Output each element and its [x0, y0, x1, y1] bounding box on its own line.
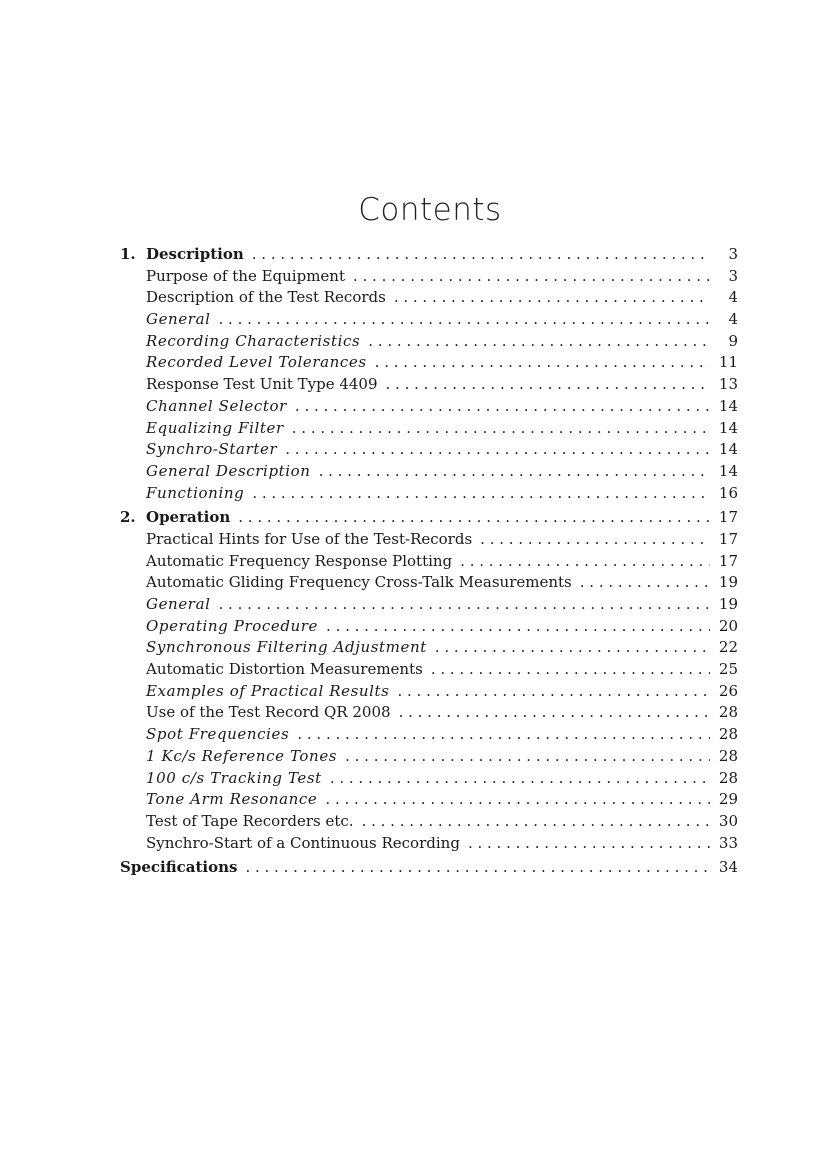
page-number: 26	[718, 681, 738, 700]
dot-leader	[297, 724, 710, 746]
page-number: 17	[718, 529, 738, 548]
entry-title: General Description	[146, 461, 311, 480]
entry-title: Recording Characteristics	[146, 331, 361, 350]
page-number: 25	[718, 660, 738, 679]
dot-leader	[468, 833, 710, 855]
entry-title: Operating Procedure	[146, 616, 319, 635]
section-heading-specifications[interactable]	[120, 857, 738, 879]
dot-leader	[319, 461, 710, 483]
page-number: 22	[718, 638, 738, 657]
dot-leader	[345, 746, 710, 768]
toc-entry[interactable]	[120, 811, 738, 833]
entry-title: Purpose of the Equipment	[146, 266, 345, 285]
dot-leader	[245, 857, 710, 879]
toc-entry[interactable]	[120, 418, 738, 440]
toc-entry[interactable]	[120, 637, 738, 659]
dot-leader	[580, 572, 710, 594]
page-title: Contents	[358, 192, 502, 228]
page-number: 30	[718, 811, 738, 830]
page-number: 19	[718, 595, 738, 613]
dot-leader	[368, 331, 710, 353]
toc-entry[interactable]	[120, 396, 738, 418]
entry-title: Test of Tape Recorders etc.	[146, 811, 354, 830]
toc-entry[interactable]	[120, 833, 738, 855]
page-number: 17	[718, 551, 738, 570]
dot-leader	[325, 789, 710, 811]
toc-entry[interactable]	[120, 266, 738, 288]
toc-entry[interactable]	[120, 461, 738, 483]
toc-entry[interactable]	[120, 594, 738, 616]
toc-entry[interactable]	[120, 483, 738, 505]
table-of-contents	[120, 244, 738, 879]
dot-leader	[252, 483, 710, 505]
page-number: 14	[718, 440, 738, 459]
entry-title: Automatic Frequency Response Plotting	[146, 551, 453, 570]
toc-entry[interactable]	[120, 659, 738, 681]
section-number: 2.	[120, 508, 136, 527]
page-number: 11	[718, 353, 738, 372]
entry-title: Functioning	[146, 483, 245, 502]
page-number: 4	[728, 288, 738, 307]
toc-entry[interactable]	[120, 551, 738, 573]
dot-leader	[326, 616, 710, 638]
section-number: 1.	[120, 245, 136, 263]
page-number: 17	[718, 508, 738, 527]
page-number: 16	[718, 483, 738, 502]
entry-title: Automatic Distortion Measurements	[146, 660, 423, 679]
section-heading[interactable]	[120, 244, 738, 266]
entry-title: Synchro-Starter	[146, 440, 278, 459]
dot-leader	[252, 244, 710, 266]
entry-title: Synchro-Start of a Continuous Recording	[146, 833, 460, 852]
entry-title: General	[146, 595, 211, 613]
toc-entry[interactable]	[120, 529, 738, 551]
dot-leader	[480, 529, 710, 551]
toc-entry[interactable]	[120, 374, 738, 396]
dot-leader	[375, 352, 710, 374]
dot-leader	[394, 287, 710, 309]
page-number: 3	[728, 245, 738, 263]
toc-entry[interactable]	[120, 724, 738, 746]
page-number: 28	[718, 746, 738, 765]
entry-title: Spot Frequencies	[146, 725, 290, 744]
page-number: 3	[728, 266, 738, 285]
dot-leader	[295, 396, 710, 418]
toc-entry[interactable]	[120, 789, 738, 811]
page-number: 20	[718, 616, 738, 635]
entry-title: 1 Kc/s Reference Tones	[146, 746, 338, 765]
dot-leader	[219, 309, 710, 331]
entry-title: Response Test Unit Type 4409	[146, 375, 378, 394]
dot-leader	[435, 637, 710, 659]
dot-leader	[362, 811, 710, 833]
entry-title: Tone Arm Resonance	[146, 790, 318, 809]
toc-entry[interactable]	[120, 702, 738, 724]
page-number: 13	[718, 375, 738, 394]
toc-entry[interactable]	[120, 746, 738, 768]
toc-entry[interactable]	[120, 331, 738, 353]
page-number: 28	[718, 768, 738, 787]
section-heading[interactable]	[120, 507, 738, 529]
entry-title: Operation	[146, 508, 231, 527]
toc-entry[interactable]	[120, 309, 738, 331]
page-number: 28	[718, 725, 738, 744]
entry-title: Channel Selector	[146, 396, 287, 415]
dot-leader	[285, 439, 710, 461]
dot-leader	[238, 507, 710, 529]
page-number: 4	[728, 310, 738, 329]
toc-entry[interactable]	[120, 616, 738, 638]
page-number: 14	[718, 418, 738, 437]
page-number: 9	[728, 331, 738, 350]
entry-title: Practical Hints for Use of the Test-Records	[146, 529, 473, 548]
dot-leader	[397, 681, 710, 703]
toc-entry[interactable]	[120, 287, 738, 309]
dot-leader	[292, 418, 710, 440]
toc-entry[interactable]	[120, 439, 738, 461]
toc-entry[interactable]	[120, 572, 738, 594]
entry-title: Examples of Practical Results	[146, 681, 390, 700]
toc-entry[interactable]	[120, 768, 738, 790]
entry-title: Specifications	[120, 858, 238, 877]
page-number: 19	[718, 573, 738, 592]
entry-title: Equalizing Filter	[146, 418, 284, 437]
entry-title: General	[146, 310, 211, 329]
dot-leader	[399, 702, 710, 724]
page-number: 14	[718, 396, 738, 415]
dot-leader	[353, 266, 710, 288]
page-number: 28	[718, 703, 738, 722]
entry-title: 100 c/s Tracking Test	[146, 768, 322, 787]
page-number: 33	[718, 833, 738, 852]
toc-entry[interactable]	[120, 352, 738, 374]
entry-title: Synchronous Filtering Adjustment	[146, 638, 427, 657]
page-number: 14	[718, 461, 738, 480]
page-number: 29	[718, 790, 738, 809]
dot-leader	[330, 768, 710, 790]
entry-title: Description of the Test Records	[146, 288, 386, 307]
toc-entry[interactable]	[120, 681, 738, 703]
entry-title: Automatic Gliding Frequency Cross-Talk Measurements	[146, 573, 572, 592]
entry-title: Description	[146, 245, 244, 263]
page-number: 34	[718, 858, 738, 877]
dot-leader	[460, 551, 710, 573]
dot-leader	[431, 659, 710, 681]
entry-title: Recorded Level Tolerances	[146, 353, 367, 372]
entry-title: Use of the Test Record QR 2008	[146, 703, 391, 722]
dot-leader	[219, 594, 710, 616]
dot-leader	[386, 374, 710, 396]
